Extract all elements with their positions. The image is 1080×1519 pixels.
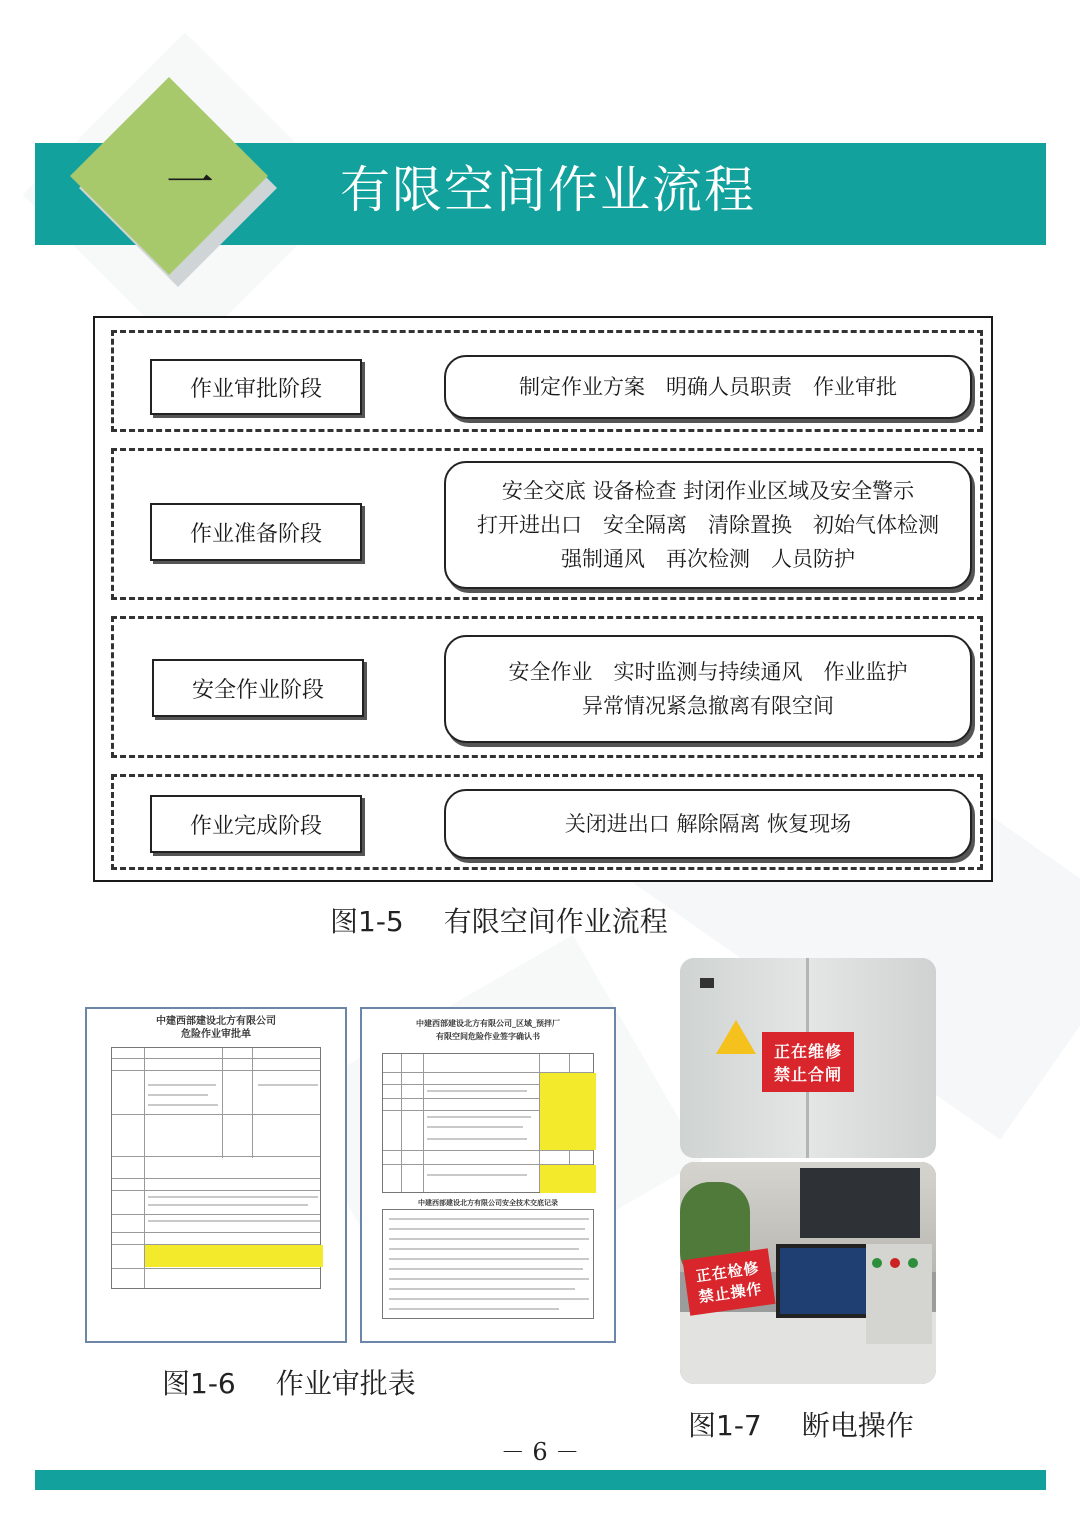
warning-sign — [762, 1032, 854, 1092]
warning-icon — [716, 1020, 756, 1054]
warning-sign — [683, 1248, 776, 1315]
approval-form-image — [85, 1007, 347, 1343]
footer-band — [35, 1470, 1046, 1490]
stage-label: 作业完成阶段 — [150, 795, 362, 853]
stage-label: 安全作业阶段 — [152, 659, 364, 717]
sign-line: 禁止操作 — [697, 1279, 764, 1307]
stage-safe-operation — [111, 616, 983, 758]
confirmation-form-image — [360, 1007, 616, 1343]
form-subtitle: 危险作业审批单 — [181, 1029, 251, 1040]
figure-title: 有限空间作业流程 — [443, 905, 668, 938]
stage-description-line: 安全作业 实时监测与持续通风 作业监护 — [508, 660, 908, 684]
flowchart — [93, 316, 993, 882]
form-table — [382, 1053, 594, 1193]
stage-completion — [111, 774, 983, 870]
sign-line: 正在检修 — [694, 1258, 761, 1286]
stage-description-line: 关闭进出口 解除隔离 恢复现场 — [564, 812, 852, 836]
figure-number: 图1-6 — [162, 1367, 236, 1400]
page-number: － 6 － — [500, 1438, 580, 1466]
stage-description — [444, 355, 972, 419]
stage-description — [444, 461, 972, 589]
sign-line: 正在维修 — [773, 1042, 842, 1061]
stage-description — [444, 635, 972, 743]
stage-description-line: 打开进出口 安全隔离 清除置换 初始气体检测 — [477, 513, 939, 537]
stage-label: 作业准备阶段 — [150, 503, 362, 561]
figure-caption — [330, 900, 668, 940]
sign-line: 禁止合闸 — [773, 1065, 842, 1084]
stage-description-line: 制定作业方案 明确人员职责 作业审批 — [519, 375, 897, 399]
figure-title: 断电操作 — [801, 1409, 914, 1442]
stage-approval — [111, 330, 983, 432]
power-cabinet-photo — [680, 958, 936, 1158]
section-title: 有限空间作业流程 — [340, 161, 756, 219]
stage-description-line: 安全交底 设备检查 封闭作业区域及安全警示 — [501, 479, 915, 503]
section-number: 一 — [165, 155, 214, 211]
stage-label: 作业审批阶段 — [150, 359, 362, 415]
stage-description-line: 强制通风 再次检测 人员防护 — [561, 547, 855, 571]
form-section-title: 中建西部建设北方有限公司安全技术交底记录 — [418, 1199, 558, 1207]
figure-caption — [688, 1404, 914, 1444]
figure-title: 作业审批表 — [275, 1367, 416, 1400]
figure-number: 图1-7 — [688, 1409, 762, 1442]
stage-description-line: 异常情况紧急撤离有限空间 — [582, 694, 834, 718]
form-table — [111, 1047, 321, 1289]
stage-preparation — [111, 448, 983, 600]
form-subtitle: 有限空间危险作业签字确认书 — [436, 1032, 540, 1041]
control-room-photo — [680, 1162, 936, 1384]
figure-number: 图1-5 — [330, 905, 404, 938]
form-title: 中建西部建设北方有限公司_区域_预拌厂 — [416, 1019, 560, 1028]
stage-description — [444, 789, 972, 859]
form-title: 中建西部建设北方有限公司 — [156, 1016, 276, 1027]
figure-caption — [162, 1362, 416, 1402]
form-table — [382, 1209, 594, 1319]
